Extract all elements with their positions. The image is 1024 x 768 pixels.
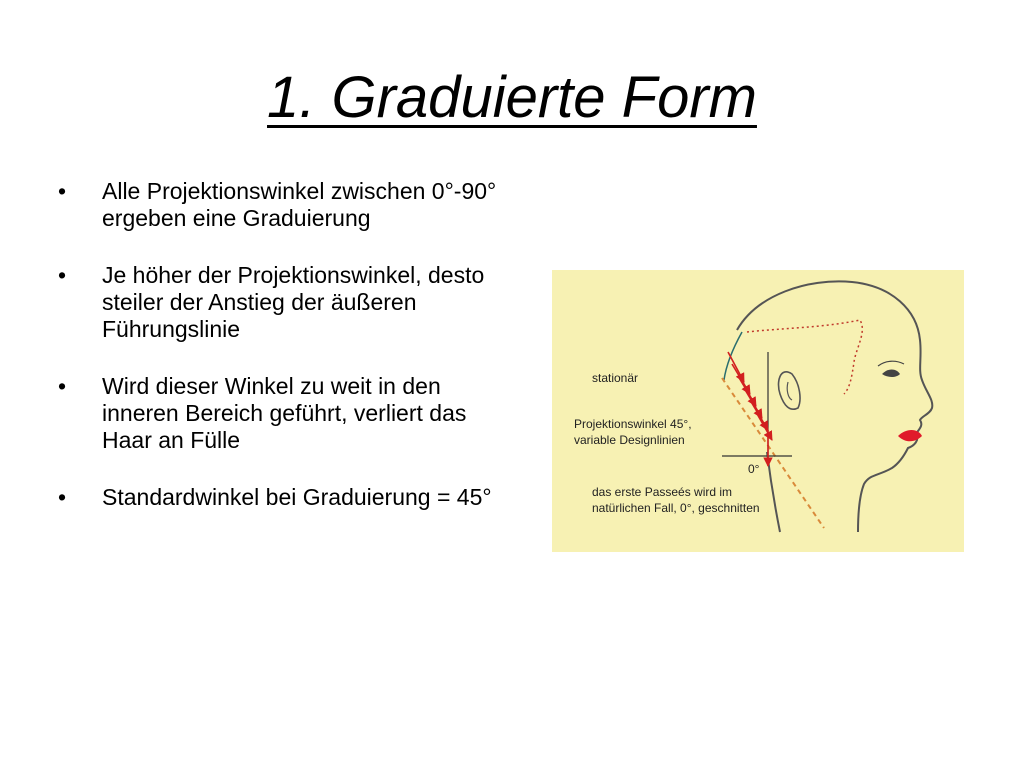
- bullet-item: [58, 178, 518, 232]
- ear-inner-line: [787, 382, 792, 400]
- bullet-item: [58, 373, 518, 454]
- bullet-text: Standardwinkel bei Graduierung = 45°: [102, 484, 492, 510]
- bullet-symbol: •: [58, 373, 67, 399]
- label-stationary: stationär: [592, 371, 639, 385]
- bullet-symbol: •: [58, 262, 67, 288]
- bullet-list: [58, 178, 518, 541]
- label-projection-line2: variable Designlinien: [574, 433, 685, 447]
- hairline-dotted: [747, 320, 862, 394]
- label-projection-line1: Projektionswinkel 45°,: [574, 417, 692, 431]
- label-passee-line1: das erste Passeés wird im: [592, 485, 733, 499]
- projection-arrows: [728, 352, 772, 466]
- bullet-text: Alle Projektionswinkel zwischen 0°-90° ergeben eine Graduierung: [102, 178, 497, 231]
- bullet-item: [58, 262, 518, 343]
- bullet-text: Wird dieser Winkel zu weit in den inneren Bereich geführt, verliert das Haar an Fülle: [102, 373, 467, 453]
- bullet-text: Je höher der Projektionswinkel, desto steiler der Anstieg der äußeren Führungslinie: [102, 262, 485, 342]
- bullet-symbol: •: [58, 484, 67, 510]
- slide-title-text: 1. Graduierte Form: [267, 65, 757, 130]
- eye-shape: [882, 370, 900, 378]
- head-diagram-svg: [552, 270, 964, 552]
- bullet-symbol: •: [58, 178, 67, 204]
- head-diagram-figure: [552, 270, 964, 552]
- head-profile-outline: [737, 281, 932, 532]
- label-passee-line2: natürlichen Fall, 0°, geschnitten: [592, 501, 760, 515]
- bullet-item: [58, 484, 518, 511]
- slide-title: [0, 62, 1024, 134]
- eyebrow-line: [878, 361, 904, 366]
- neck-back-outline: [767, 452, 780, 532]
- ear-shape: [779, 372, 801, 409]
- label-zero-degree: 0°: [748, 462, 760, 476]
